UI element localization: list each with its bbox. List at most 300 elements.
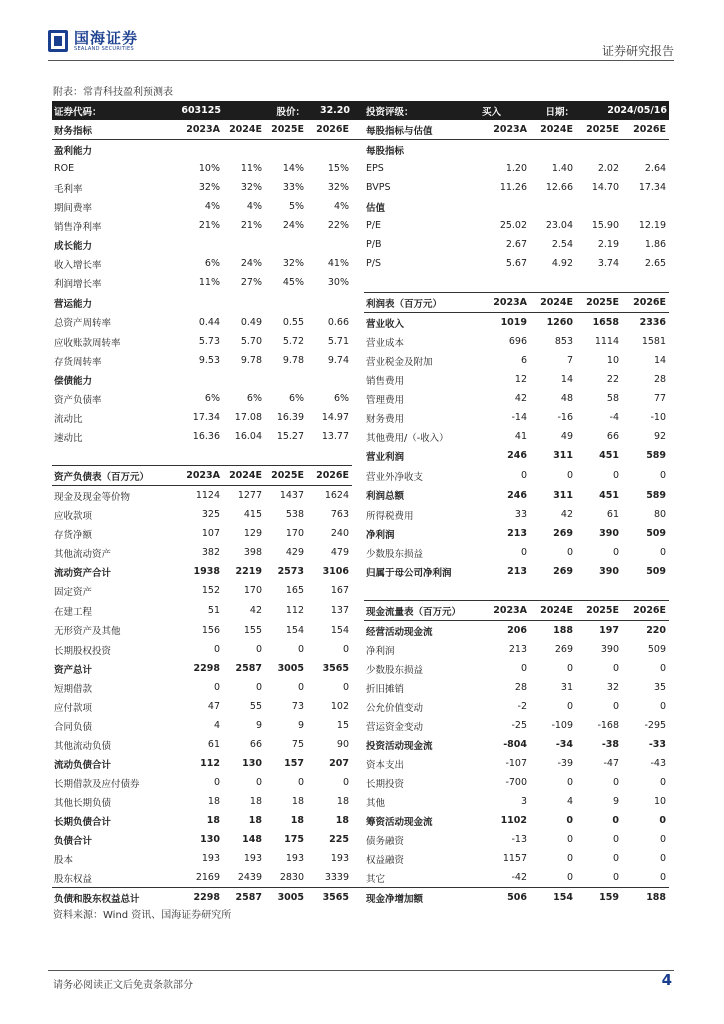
l-cell: 90 <box>336 739 350 750</box>
r-cell: 66 <box>606 431 620 442</box>
r-cell: -34 <box>555 739 574 750</box>
l-row-label: 偿债能力 <box>54 375 93 387</box>
table-row <box>52 792 669 811</box>
l-cell: 3565 <box>307 888 352 908</box>
l-row-label: 收入增长率 <box>54 259 102 271</box>
l-cell: 22% <box>327 220 350 231</box>
l-cell: 16.36 <box>192 431 220 442</box>
l-cell: 0.66 <box>327 316 350 328</box>
l-cell <box>178 140 223 160</box>
r-cell: 213 <box>507 528 528 539</box>
l-cell: 112 <box>200 758 220 769</box>
l-cell <box>178 293 223 313</box>
table-row <box>52 773 669 792</box>
l-cell: 55 <box>249 701 262 712</box>
r-cell: 0 <box>612 470 620 481</box>
r-cell: -33 <box>648 739 667 750</box>
l-cell: 18 <box>249 796 262 807</box>
l-cell: 51 <box>207 605 220 616</box>
r-row-label: 债务融资 <box>366 835 405 847</box>
l-cell: 193 <box>285 853 305 864</box>
column-gap <box>352 313 364 333</box>
l-cell: 32% <box>282 258 305 269</box>
column-gap <box>352 640 364 659</box>
date-value: 2024/05/16 <box>576 101 669 120</box>
l-cell: 61 <box>207 739 220 750</box>
r-cell: 390 <box>599 528 620 539</box>
r-cell: 2.54 <box>551 239 574 250</box>
r-row-label: 估值 <box>366 202 386 214</box>
r-row-label: 营业成本 <box>366 337 405 349</box>
r-row-label: 营业外净收支 <box>366 471 424 483</box>
r-cell: 5.67 <box>505 258 528 269</box>
column-gap <box>352 773 364 792</box>
l-cell: 15% <box>327 163 350 174</box>
table-row <box>52 216 669 235</box>
r-row-label: 折旧摊销 <box>366 683 405 695</box>
l-cell: 21% <box>198 220 220 231</box>
l-cell: 0 <box>297 644 305 655</box>
l-cell: 18 <box>206 815 220 826</box>
r-cell: 10 <box>653 796 667 807</box>
r-cell: 0 <box>659 834 667 845</box>
l-cell <box>265 293 307 313</box>
header-divider <box>48 60 674 61</box>
r-cell: 451 <box>599 450 620 462</box>
l-cell: 0 <box>342 682 350 693</box>
r-cell: 4 <box>566 796 574 807</box>
r-cell: 0 <box>659 701 667 712</box>
column-gap <box>352 446 364 466</box>
r-cell: 2023A <box>480 293 530 313</box>
r-cell: 0 <box>659 777 667 788</box>
l-cell: 763 <box>330 509 350 520</box>
l-cell: 3339 <box>324 872 350 883</box>
column-gap <box>352 621 364 641</box>
l-cell: 3005 <box>265 888 307 908</box>
r-cell: 15.90 <box>591 220 620 231</box>
r-cell: 0 <box>612 872 620 883</box>
l-cell: 9.78 <box>282 355 305 366</box>
r-cell <box>530 140 576 160</box>
l-cell: 18 <box>291 796 305 807</box>
r-row-label: 所得税费用 <box>366 510 414 522</box>
l-row-label: 其他流动资产 <box>54 548 112 560</box>
l-cell: 175 <box>284 834 305 845</box>
l-row-label: 资产负债率 <box>54 394 102 406</box>
r-cell: 23.04 <box>545 220 574 231</box>
r-cell: 159 <box>576 888 622 908</box>
logo-icon <box>48 30 68 52</box>
l-cell: 32% <box>198 182 220 193</box>
r-cell: -168 <box>597 720 620 731</box>
l-cell: 2026E <box>307 120 352 140</box>
l-row-label: 短期借款 <box>54 683 93 695</box>
l-row-label: 长期负债合计 <box>54 816 112 828</box>
table-row <box>52 735 669 754</box>
l-cell: 11% <box>198 277 220 289</box>
r-cell <box>622 581 669 601</box>
company-logo <box>48 30 138 52</box>
column-gap <box>352 140 364 160</box>
r-cell <box>530 581 576 601</box>
r-cell: 311 <box>553 450 574 462</box>
l-cell: 6% <box>288 393 305 404</box>
r-cell: 49 <box>560 431 574 442</box>
l-cell: 17.34 <box>192 412 220 423</box>
r-row-label: 少数股东损益 <box>366 548 424 560</box>
r-cell: 14.70 <box>591 182 620 193</box>
r-row-label: 现金净增加额 <box>364 888 480 908</box>
l-cell <box>178 370 223 389</box>
l-cell: 0 <box>255 682 262 693</box>
r-row-label: EPS <box>366 163 384 174</box>
r-cell: 3.74 <box>597 258 620 269</box>
l-row-label: 资产负债表（百万元） <box>52 466 178 486</box>
r-cell: 11.26 <box>499 182 528 193</box>
l-cell: 24% <box>240 258 262 269</box>
l-cell: 10% <box>198 163 220 174</box>
table-row <box>52 505 669 524</box>
r-cell: 188 <box>553 625 574 636</box>
table-row <box>52 332 669 351</box>
r-row-label: 经营活动现金流 <box>366 626 433 638</box>
r-row-label: 销售费用 <box>366 375 405 387</box>
table-row <box>52 140 669 160</box>
logo-name: 国海证券 <box>74 29 139 47</box>
l-cell: 130 <box>200 834 220 845</box>
table-row <box>52 120 669 140</box>
l-cell: 479 <box>330 547 350 558</box>
r-cell: 509 <box>647 644 667 655</box>
r-cell: 246 <box>507 489 528 501</box>
l-row-label: ROE <box>54 163 75 174</box>
l-cell: 2573 <box>277 566 305 577</box>
l-cell: 0 <box>213 644 220 655</box>
table-row <box>52 849 669 868</box>
l-cell: 129 <box>243 528 262 539</box>
r-cell: 154 <box>530 888 576 908</box>
l-cell <box>265 370 307 389</box>
r-row-label: 营业收入 <box>366 318 405 330</box>
column-gap <box>352 408 364 427</box>
l-cell: 9 <box>297 720 305 731</box>
l-cell: 225 <box>329 834 350 845</box>
column-gap <box>352 830 364 849</box>
r-row-label: 每股指标与估值 <box>364 120 480 140</box>
price-value: 32.20 <box>307 101 352 120</box>
r-cell: 41 <box>514 431 528 442</box>
table-row <box>52 562 669 581</box>
table-row <box>52 543 669 562</box>
l-cell: 165 <box>285 585 305 597</box>
r-cell <box>622 273 669 293</box>
r-cell: 58 <box>606 393 620 404</box>
r-cell: 22 <box>606 374 620 385</box>
l-cell: 0 <box>342 777 350 788</box>
column-gap <box>352 562 364 581</box>
l-cell: 41% <box>327 258 350 269</box>
l-cell <box>178 235 223 254</box>
column-gap <box>352 505 364 524</box>
r-cell: 12 <box>514 374 528 385</box>
table-row <box>52 446 669 466</box>
l-cell: 1624 <box>324 490 350 501</box>
r-cell: -43 <box>650 758 667 769</box>
l-cell: 18 <box>290 815 305 826</box>
l-cell: 0 <box>255 644 262 655</box>
l-cell <box>265 446 307 466</box>
r-row-label: BVPS <box>366 182 391 193</box>
r-cell: 0 <box>566 853 574 864</box>
l-row-label: 应收账款周转率 <box>54 337 121 349</box>
r-cell: 0 <box>612 834 620 845</box>
column-gap <box>352 868 364 888</box>
column-gap <box>352 159 364 178</box>
table-row <box>52 888 669 908</box>
table-row <box>52 178 669 197</box>
r-cell: -13 <box>511 834 528 845</box>
l-cell: 24% <box>282 220 305 231</box>
l-cell: 2219 <box>235 566 262 577</box>
l-cell: 152 <box>201 585 220 597</box>
l-row-label: 长期借款及应付债券 <box>54 778 140 790</box>
r-cell: 0 <box>566 777 574 788</box>
r-row-label <box>364 581 480 601</box>
l-cell: 32% <box>327 182 350 193</box>
table-row <box>52 601 669 621</box>
l-cell: 6% <box>246 393 262 404</box>
r-cell: -295 <box>644 720 667 731</box>
column-gap <box>352 543 364 562</box>
l-cell: 2169 <box>195 872 220 883</box>
r-cell: -25 <box>511 720 528 731</box>
r-cell: 92 <box>653 431 667 442</box>
r-cell: -14 <box>511 412 528 423</box>
l-cell: 0.44 <box>198 316 220 328</box>
l-cell: 16.39 <box>276 412 305 423</box>
l-cell: 1277 <box>237 490 262 501</box>
l-cell: 14.97 <box>321 412 350 423</box>
r-cell: 696 <box>508 336 528 347</box>
r-cell: 0 <box>612 701 620 712</box>
r-row-label: P/B <box>366 239 382 250</box>
l-cell: 16.04 <box>234 431 262 442</box>
l-cell: 6% <box>333 393 350 404</box>
l-row-label: 流动比 <box>54 413 83 425</box>
r-cell: 31 <box>560 682 574 693</box>
column-gap <box>352 466 364 486</box>
r-cell: 6 <box>520 355 528 366</box>
table-row <box>52 581 669 601</box>
r-cell: 32 <box>606 682 620 693</box>
r-row-label: 少数股东损益 <box>366 664 424 676</box>
r-cell: 0 <box>566 547 574 558</box>
r-row-label <box>364 273 480 293</box>
l-cell: 0 <box>213 682 220 693</box>
table-row <box>52 351 669 370</box>
r-cell: 42 <box>560 509 574 520</box>
r-cell <box>480 581 530 601</box>
l-row-label: 存货净额 <box>54 529 93 541</box>
r-cell <box>622 140 669 160</box>
l-row-label: 利润增长率 <box>54 278 102 290</box>
r-cell: 1.86 <box>644 239 667 250</box>
r-cell: 28 <box>514 682 528 693</box>
r-cell: 0 <box>566 701 574 712</box>
column-gap <box>352 601 364 621</box>
table-row <box>52 697 669 716</box>
column-gap <box>352 486 364 506</box>
l-cell: 18 <box>335 815 350 826</box>
r-cell: 390 <box>599 566 620 577</box>
r-cell: 2023A <box>480 120 530 140</box>
l-cell: 0 <box>342 644 350 655</box>
l-row-label: 无形资产及其他 <box>54 626 121 638</box>
r-row-label: 营业利润 <box>366 451 405 463</box>
r-row-label: P/E <box>366 220 381 231</box>
l-cell <box>223 370 265 389</box>
l-cell: 193 <box>330 853 350 864</box>
l-cell <box>307 446 352 466</box>
r-cell <box>576 581 622 601</box>
column-gap <box>352 293 364 313</box>
column-gap <box>352 581 364 601</box>
l-cell: 2830 <box>279 872 305 883</box>
r-row-label: 归属于母公司净利润 <box>366 567 452 579</box>
r-cell: 0 <box>520 547 528 558</box>
r-row-label: 利润总额 <box>366 491 405 503</box>
l-cell <box>223 235 265 254</box>
r-cell <box>530 273 576 293</box>
l-cell: 193 <box>243 853 262 864</box>
l-cell <box>265 140 307 160</box>
r-cell: -2 <box>517 701 528 712</box>
l-row-label: 现金及现金等价物 <box>54 491 131 503</box>
r-cell: 0 <box>566 872 574 883</box>
r-row-label: 资本支出 <box>366 759 405 771</box>
r-cell: 2026E <box>622 601 669 621</box>
r-cell: 3 <box>520 796 528 807</box>
r-cell: -47 <box>603 758 620 769</box>
l-row-label: 营运能力 <box>54 298 93 310</box>
disclaimer-note: 请务必阅读正文后免责条款部分 <box>53 980 193 991</box>
r-cell: 213 <box>507 566 528 577</box>
column-gap <box>352 735 364 754</box>
l-cell: 2587 <box>223 888 265 908</box>
l-cell <box>178 446 223 466</box>
column-gap <box>352 216 364 235</box>
l-row-label: 成长能力 <box>54 240 93 252</box>
r-row-label: 营运资金变动 <box>366 721 424 733</box>
r-cell: 42 <box>514 393 528 404</box>
r-cell: 4.92 <box>551 258 574 269</box>
r-cell: 509 <box>646 566 667 577</box>
l-row-label: 应付款项 <box>54 702 93 714</box>
r-cell: 25.02 <box>499 220 528 231</box>
r-row-label: 其它 <box>366 873 386 885</box>
table-title: 附表：常青科技盈利预测表 <box>53 87 173 98</box>
table-row <box>52 811 669 830</box>
l-cell: 3005 <box>277 663 305 674</box>
l-cell: 5.71 <box>327 336 350 347</box>
r-cell: 12.66 <box>545 182 574 193</box>
r-cell: 2.02 <box>597 163 620 174</box>
l-cell: 3565 <box>322 663 350 674</box>
r-cell: 2025E <box>576 601 622 621</box>
table-row <box>52 235 669 254</box>
r-cell: 1581 <box>641 336 667 347</box>
column-gap <box>352 178 364 197</box>
table-row <box>52 659 669 678</box>
l-cell: 0.55 <box>282 316 305 328</box>
r-cell: 206 <box>507 625 528 636</box>
table-row <box>52 754 669 773</box>
l-cell: 2023A <box>178 466 223 486</box>
l-cell: 1938 <box>193 566 220 577</box>
l-cell: 102 <box>330 701 350 712</box>
l-cell: 207 <box>329 758 350 769</box>
l-cell: 325 <box>201 509 220 520</box>
r-cell <box>622 197 669 216</box>
table-row <box>52 868 669 888</box>
logo-english-name: SEALAND SECURITIES <box>74 46 134 52</box>
r-cell: 390 <box>600 644 620 655</box>
l-cell: 4% <box>246 201 262 212</box>
l-cell: 2023A <box>178 120 223 140</box>
r-cell: 77 <box>653 393 667 404</box>
l-cell: 11% <box>240 163 262 174</box>
l-row-label: 销售净利率 <box>54 221 102 233</box>
rating-value: 买入 <box>480 101 530 120</box>
r-cell: 188 <box>622 888 669 908</box>
date-label: 日期： <box>530 101 576 120</box>
l-row-label: 固定资产 <box>54 586 93 598</box>
l-row-label: 其他流动负债 <box>54 740 112 752</box>
l-cell: 14% <box>282 163 305 174</box>
l-cell: 45% <box>282 277 305 289</box>
l-row-label: 速动比 <box>54 432 83 444</box>
l-cell <box>223 140 265 160</box>
r-cell <box>480 273 530 293</box>
l-row-label: 在建工程 <box>54 606 93 618</box>
r-cell: 2.19 <box>597 239 620 250</box>
table-row <box>52 427 669 446</box>
r-cell: 220 <box>646 625 667 636</box>
r-cell: 2.65 <box>644 258 667 269</box>
r-cell: -39 <box>557 758 574 769</box>
l-cell: 5.70 <box>240 336 262 347</box>
report-type: 证券研究报告 <box>601 44 674 58</box>
l-cell: 137 <box>330 605 350 616</box>
l-cell: 538 <box>285 509 305 520</box>
r-cell: 246 <box>507 450 528 462</box>
column-gap <box>352 754 364 773</box>
r-cell: 0 <box>659 853 667 864</box>
l-cell: 27% <box>240 277 262 289</box>
r-cell: -38 <box>601 739 620 750</box>
r-cell: 0 <box>612 663 620 674</box>
r-row-label: 其他 <box>366 797 386 809</box>
r-row-label: 财务费用 <box>366 413 405 425</box>
l-cell: 4% <box>333 201 350 212</box>
table-row <box>52 466 669 486</box>
column-gap <box>352 254 364 273</box>
r-cell: 0 <box>612 815 620 826</box>
r-cell: 17.34 <box>638 182 667 193</box>
r-cell: 2024E <box>530 293 576 313</box>
l-cell: 2024E <box>223 120 265 140</box>
